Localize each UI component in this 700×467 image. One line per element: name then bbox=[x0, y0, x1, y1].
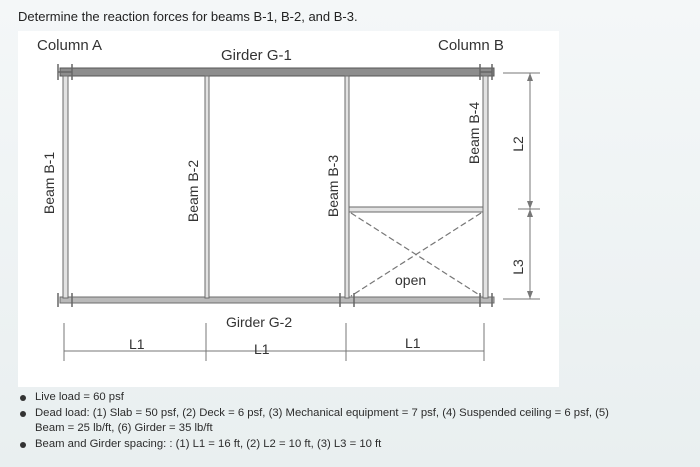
live-load-note: Live load = 60 psf bbox=[35, 391, 124, 403]
l1-dimension-label: L1 bbox=[254, 341, 270, 357]
column-a-label: Column A bbox=[37, 37, 103, 54]
beam-b1-member bbox=[63, 76, 68, 298]
framing-plan-drawing bbox=[18, 31, 559, 387]
beam-b4-label: Beam B-4 bbox=[466, 101, 482, 165]
beam-b2-label: Beam B-2 bbox=[185, 159, 201, 223]
girder-g1-label: Girder G-1 bbox=[221, 47, 292, 64]
list-item bbox=[18, 437, 698, 453]
opening-label: open bbox=[395, 272, 427, 288]
girder-g1-member bbox=[60, 68, 494, 76]
beam-b3-member bbox=[345, 76, 349, 298]
list-item bbox=[18, 390, 698, 406]
beam-b4-member bbox=[483, 76, 488, 298]
girder-g2-label: Girder G-2 bbox=[226, 314, 293, 330]
opening-header-beam bbox=[349, 207, 483, 212]
bullet-icon bbox=[20, 442, 26, 448]
column-b-label: Column B bbox=[438, 37, 504, 54]
bullet-icon bbox=[20, 395, 26, 401]
beam-b3-label: Beam B-3 bbox=[325, 154, 341, 218]
problem-statement: Determine the reaction forces for beams B-1, B-2, and B-3. bbox=[18, 9, 358, 24]
l2-dimension-label: L2 bbox=[510, 136, 526, 152]
beam-b1-label: Beam B-1 bbox=[41, 151, 57, 215]
bullet-icon bbox=[20, 411, 26, 417]
dead-load-note-continued: Beam = 25 lb/ft, (6) Girder = 35 lb/ft bbox=[35, 422, 213, 434]
dead-load-note: Dead load: (1) Slab = 50 psf, (2) Deck = 6 psf, (3) Mechanical equipment = 7 psf, (4) Suspended ceiling = 6 psf, (5) bbox=[35, 406, 609, 419]
l1-dimension-label: L1 bbox=[129, 336, 145, 352]
girder-g2-member bbox=[60, 297, 494, 303]
list-item bbox=[18, 406, 698, 422]
load-notes bbox=[18, 390, 698, 452]
spacing-note: Beam and Girder spacing: : (1) L1 = 16 ft, (2) L2 = 10 ft, (3) L3 = 10 ft bbox=[35, 437, 382, 450]
framing-plan bbox=[18, 31, 559, 387]
l3-dimension-label: L3 bbox=[510, 259, 526, 275]
beam-b2-member bbox=[205, 76, 209, 298]
l1-dimension-label: L1 bbox=[405, 335, 421, 351]
